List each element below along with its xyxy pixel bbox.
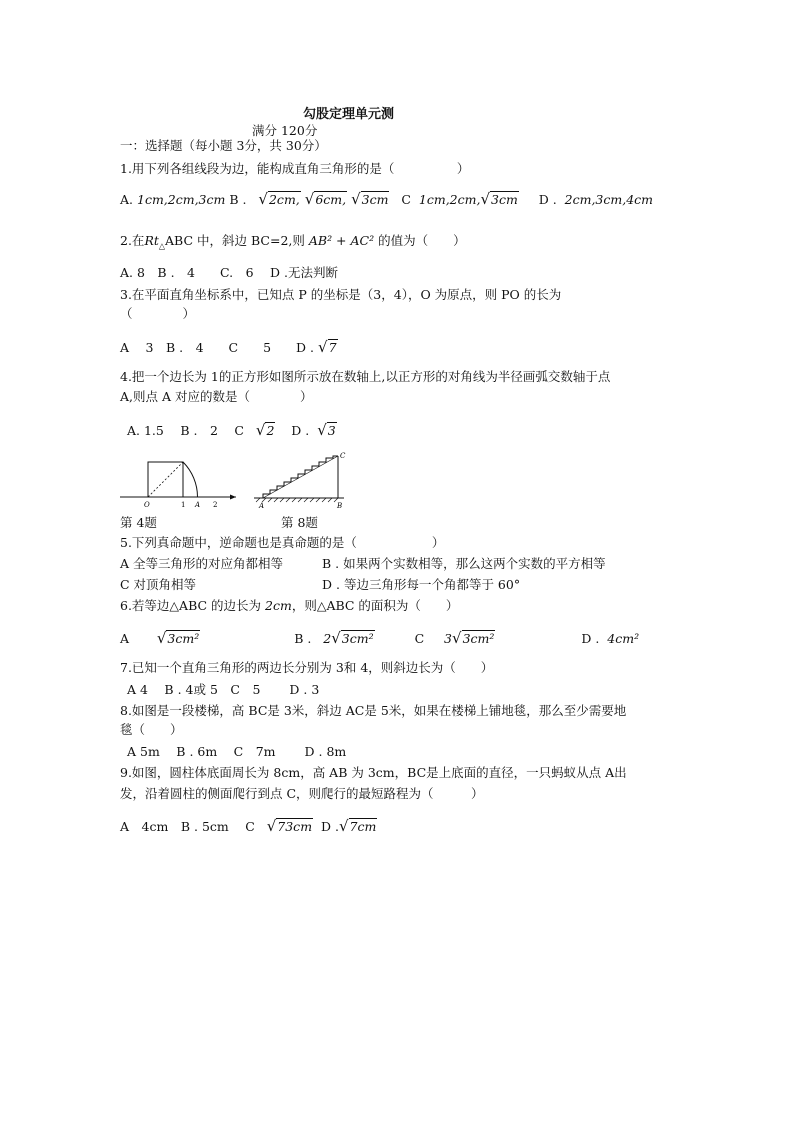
full-score: 满分 120分 bbox=[252, 123, 318, 138]
q1-b-sqrt-3: √3cm bbox=[351, 190, 389, 208]
q9-stem-line1: 9.如图，圆柱体底面周长为 8cm，高 AB 为 3cm，BC是上底面的直径，一只蚂蚁从点 A出 bbox=[120, 765, 627, 780]
q9-stem-line2: 发，沿着圆柱的侧面爬行到点 C，则爬行的最短路程为（ ） bbox=[120, 786, 484, 801]
q1-b-sqrt-1: √2cm, bbox=[258, 190, 300, 208]
figures bbox=[118, 452, 358, 514]
q6-stem bbox=[120, 598, 458, 614]
q9-c-sqrt: √73cm bbox=[266, 817, 313, 835]
fig4-label-2: 2 bbox=[213, 501, 218, 509]
q3-d-sqrt: √7 bbox=[318, 338, 337, 356]
q4-options bbox=[127, 422, 337, 439]
q4-stem-line2: A,则点 A 对应的数是（ ） bbox=[120, 389, 313, 404]
fig4-axis-arrow bbox=[230, 495, 236, 500]
fig8-label-c: C bbox=[340, 452, 346, 460]
q2-stem-pre: 2.在 bbox=[120, 233, 145, 248]
q6-c-label: C bbox=[414, 631, 425, 646]
q1-d-value: 2cm,3cm,4cm bbox=[564, 192, 654, 207]
q3-stem-line2: （ ） bbox=[120, 306, 196, 321]
q4-d-sqrt: √3 bbox=[317, 421, 336, 439]
q6-c-sqrt: √3cm² bbox=[452, 629, 495, 647]
q6-b-sqrt: √3cm² bbox=[331, 629, 374, 647]
q4-stem-line1: 4.把一个边长为 1的正方形如图所示放在数轴上,以正方形的对角线为半径画弧交数轴于点 bbox=[120, 369, 611, 384]
section-heading: 一：选择题（每小题 3分，共 30分） bbox=[120, 138, 327, 153]
fig4-label-a: A bbox=[195, 501, 201, 509]
q6-b-coeff: 2 bbox=[323, 631, 332, 646]
q6-a-sqrt: √3cm² bbox=[156, 629, 200, 647]
q2-options: A. 8 B . 4 C. 6 D .无法判断 bbox=[120, 265, 338, 280]
fig4-diagonal bbox=[148, 462, 183, 497]
q6-stem-pre: 6.若等边△ABC 的边长为 bbox=[120, 598, 262, 613]
fig8-label-a: A bbox=[259, 502, 265, 510]
fig8-caption: 第 8题 bbox=[281, 515, 318, 530]
q2-expression: AB² + AC² bbox=[308, 233, 375, 248]
q6-b-label: B . bbox=[294, 631, 312, 646]
q9-d-label: D . bbox=[321, 819, 339, 834]
q1-c-value: 1cm,2cm, bbox=[418, 192, 481, 207]
q9-options-text: A 4cm B . 5cm C bbox=[120, 819, 255, 834]
q2-rt: Rt bbox=[144, 233, 159, 248]
q1-a-label: A. bbox=[120, 192, 134, 207]
q5-option-c: C 对顶角相等 bbox=[120, 577, 197, 592]
q6-stem-post: ，则△ABC 的面积为（ ） bbox=[291, 598, 459, 613]
q2-stem-post: 的值为（ ） bbox=[378, 233, 466, 248]
q1-c-sqrt: √3cm bbox=[480, 190, 518, 208]
q8-stem-line1: 8.如图是一段楼梯，高 BC是 3米，斜边 AC是 5米，如果在楼梯上铺地毯，那么至少需要地 bbox=[120, 703, 627, 718]
q5-stem: 5.下列真命题中，逆命题也是真命题的是（ ） bbox=[120, 535, 445, 550]
q3-options-text: A 3 B . 4 C 5 D . bbox=[120, 340, 315, 355]
q8-options: A 5m B . 6m C 7m D . 8m bbox=[127, 744, 347, 759]
fig8-ground-hatch bbox=[256, 498, 338, 502]
fig4-arc bbox=[183, 462, 198, 497]
q1-d-label: D . bbox=[538, 192, 557, 207]
q9-options bbox=[120, 818, 377, 835]
q1-a-value: 1cm,2cm,3cm bbox=[137, 192, 226, 207]
q6-a-label: A bbox=[120, 631, 130, 646]
fig4-number-line-figure bbox=[120, 462, 236, 509]
q5-option-a: A 全等三角形的对应角都相等 bbox=[120, 556, 284, 571]
q4-d-label: D . bbox=[291, 423, 310, 438]
page-title: 勾股定理单元测 bbox=[303, 107, 395, 122]
q6-options bbox=[120, 630, 639, 647]
q7-stem: 7.已知一个直角三角形的两边长分别为 3和 4，则斜边长为（ ） bbox=[120, 660, 494, 675]
q6-d-label: D . bbox=[581, 631, 600, 646]
q2-tri-symbol: △ bbox=[158, 241, 166, 251]
q3-stem-line1: 3.在平面直角坐标系中，已知点 P 的坐标是（3，4），O 为原点，则 PO 的长为 bbox=[120, 287, 562, 302]
fig4-label-o: O bbox=[144, 501, 150, 509]
q9-d-sqrt: √7cm bbox=[338, 817, 377, 835]
fig4-label-1: 1 bbox=[181, 501, 186, 509]
fig8-label-b: B bbox=[337, 502, 343, 510]
q5-option-b: B . 如果两个实数相等，那么这两个实数的平方相等 bbox=[322, 556, 606, 571]
q1-b-label: B . bbox=[229, 192, 247, 207]
q1-b-sqrt-2: √6cm, bbox=[304, 190, 347, 208]
q1-options bbox=[120, 191, 653, 208]
q6-c-coeff: 3 bbox=[444, 631, 452, 646]
q7-options: A 4 B . 4或 5 C 5 D . 3 bbox=[127, 682, 320, 697]
q5-option-d: D . 等边三角形每一个角都等于 60° bbox=[322, 577, 521, 592]
fig4-caption: 第 4题 bbox=[120, 515, 157, 530]
q6-length: 2cm bbox=[265, 598, 292, 613]
q4-options-text: A. 1.5 B . 2 C bbox=[127, 423, 244, 438]
q1-stem: 1.用下列各组线段为边，能构成直角三角形的是（ ） bbox=[120, 161, 470, 176]
q4-c-sqrt: √2 bbox=[255, 421, 275, 439]
fig8-hypotenuse bbox=[263, 456, 338, 498]
q8-stem-line2: 毯（ ） bbox=[120, 722, 183, 737]
q2-stem-mid: ABC 中，斜边 BC=2,则 bbox=[165, 233, 305, 248]
q2-stem bbox=[120, 233, 466, 255]
q6-d-value: 4cm² bbox=[607, 631, 640, 646]
q3-options bbox=[120, 339, 338, 356]
fig8-staircase-figure bbox=[254, 452, 346, 510]
q1-c-label: C bbox=[401, 192, 411, 207]
